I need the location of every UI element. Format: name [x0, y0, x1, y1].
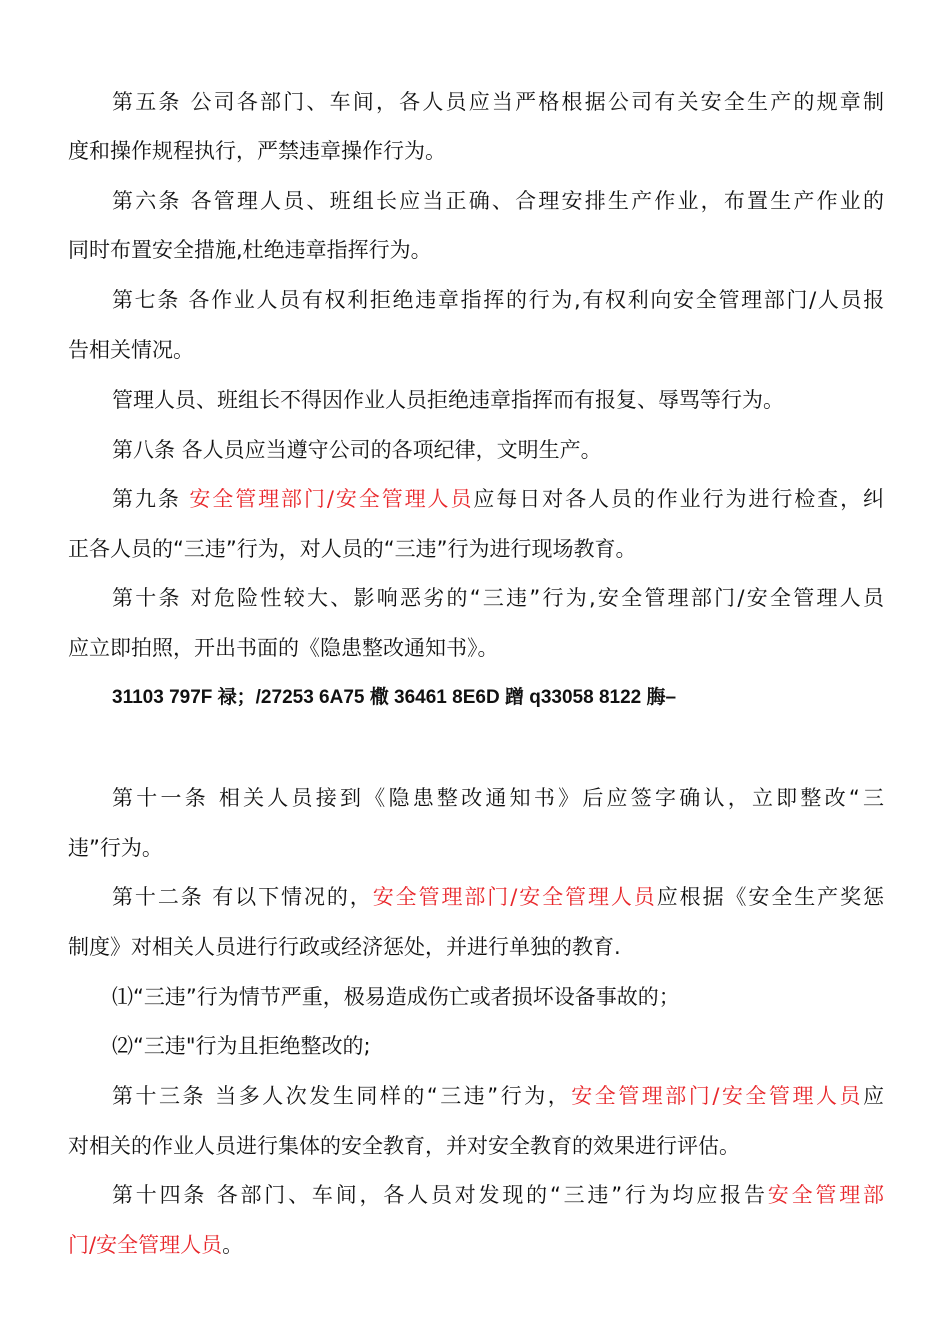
text-run: 正各人员的“三违”行为，对人员的“三违”行为进行现场教育。 [68, 537, 637, 561]
article-10-line-2 [68, 634, 884, 662]
article-13-line-1 [112, 1082, 884, 1110]
article-5-line-2 [68, 137, 884, 165]
text-run: 应根据《安全生产奖惩 [656, 885, 884, 909]
text-run: 第九条 [112, 487, 190, 511]
text-run: 第十一条 相关人员接到《隐患整改通知书》后应签字确认，立即整改“三 [112, 786, 884, 810]
article-13-line-2 [68, 1132, 884, 1160]
article-11-line-1 [112, 784, 884, 812]
article-6-line-1 [112, 187, 884, 215]
article-7-line-1 [112, 286, 884, 314]
text-run: 应每日对各人员的作业行为进行检查，纠 [473, 487, 884, 511]
highlight-run: 安全管理部门/安全管理人员 [372, 885, 657, 909]
article-12-item-1 [112, 983, 884, 1011]
text-run: 应立即拍照，开出书面的《隐患整改通知书》。 [68, 636, 499, 660]
text-run: 第十四条 各部门、车间，各人员对发现的“三违”行为均应报告 [112, 1183, 768, 1207]
article-7-line-2 [68, 336, 884, 364]
article-11-line-2 [68, 834, 884, 862]
text-run: 31103 797F 禄；/27253 6A75 橵 36461 8E6D 蹭 q33058 8122 脢– [112, 687, 677, 708]
text-run: 告相关情况。 [68, 338, 194, 362]
text-run: 第八条 各人员应当遵守公司的各项纪律，文明生产。 [112, 438, 602, 462]
article-10-line-1 [112, 584, 884, 612]
article-5-line-1 [112, 88, 884, 116]
text-run: 管理人员、班组长不得因作业人员拒绝违章指挥而有报复、辱骂等行为。 [112, 388, 784, 412]
text-run: 应 [863, 1084, 884, 1108]
article-8-line-1 [112, 436, 884, 464]
text-run: 第六条 各管理人员、班组长应当正确、合理安排生产作业，布置生产作业的 [112, 189, 884, 213]
text-run: 第五条 公司各部门、车间，各人员应当严格根据公司有关安全生产的规章制 [112, 90, 884, 114]
garbled-code-line [112, 684, 884, 712]
text-run: 第十二条 有以下情况的， [112, 885, 373, 909]
text-run: ⑵“三违"行为且拒绝整改的; [112, 1034, 371, 1058]
article-6-line-2 [68, 236, 884, 264]
text-run: ⑴“三违”行为情节严重，极易造成伤亡或者损坏设备事故的； [112, 985, 680, 1009]
text-run: 。 [222, 1233, 244, 1257]
highlight-run: 门/安全管理人员 [68, 1233, 223, 1257]
text-run: 第七条 各作业人员有权利拒绝违章指挥的行为,有权利向安全管理部门/人员报 [112, 288, 884, 312]
article-14-line-2 [68, 1231, 884, 1259]
text-run: 第十条 对危险性较大、影响恶劣的“三违”行为,安全管理部门/安全管理人员 [112, 586, 884, 610]
text-run: 违”行为。 [68, 836, 163, 860]
text-run: 第十三条 当多人次发生同样的“三违”行为， [112, 1084, 572, 1108]
article-14-line-1 [112, 1181, 884, 1209]
article-12-item-2 [112, 1032, 884, 1060]
article-9-line-2 [68, 535, 884, 563]
article-12-line-2 [68, 933, 884, 961]
text-run: 度和操作规程执行，严禁违章操作行为。 [68, 139, 446, 163]
text-run: 对相关的作业人员进行集体的安全教育，并对安全教育的效果进行评估。 [68, 1134, 740, 1158]
highlight-run: 安全管理部 [767, 1183, 884, 1207]
text-run: 同时布置安全措施,杜绝违章指挥行为。 [68, 238, 432, 262]
article-7-sub-line [112, 386, 884, 414]
article-9-line-1 [112, 485, 884, 513]
article-12-line-1 [112, 883, 884, 911]
highlight-run: 安全管理部门/安全管理人员 [189, 487, 474, 511]
highlight-run: 安全管理部门/安全管理人员 [571, 1084, 863, 1108]
text-run: 制度》对相关人员进行行政或经济惩处，并进行单独的教育. [68, 935, 621, 959]
